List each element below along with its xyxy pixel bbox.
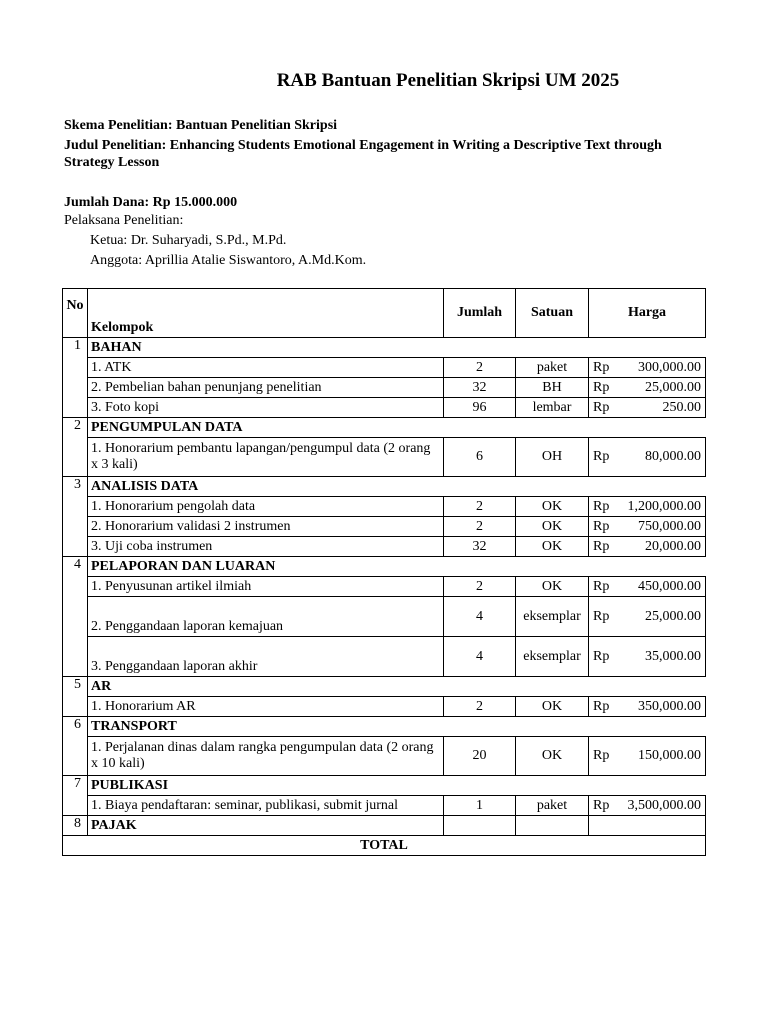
group-name: BAHAN: [88, 338, 444, 358]
group-number: 6: [63, 717, 88, 776]
item-harga: [589, 637, 706, 677]
item-harga: [589, 378, 706, 398]
group-empty-jumlah: [444, 557, 516, 577]
jumlah-dana: Jumlah Dana: Rp 15.000.000: [64, 195, 238, 210]
amount-value: 25,000.00: [645, 608, 701, 624]
item-jumlah: 6: [444, 438, 516, 477]
amount-value: 1,200,000.00: [627, 498, 701, 514]
currency-label: Rp: [593, 449, 610, 464]
group-empty-satuan: [516, 477, 589, 497]
amount-value: 300,000.00: [638, 359, 701, 375]
currency-label: Rp: [593, 498, 610, 514]
item-jumlah: 1: [444, 796, 516, 816]
item-satuan: lembar: [516, 398, 589, 418]
amount-value: 450,000.00: [638, 578, 701, 594]
total-row: [63, 836, 706, 856]
group-empty-harga: [589, 557, 706, 577]
currency-label: Rp: [593, 379, 610, 395]
group-number: 8: [63, 816, 88, 836]
table-row: [63, 737, 706, 776]
item-satuan: BH: [516, 378, 589, 398]
item-satuan: OK: [516, 737, 589, 776]
group-row: [63, 776, 706, 796]
header-harga: Harga: [589, 289, 706, 338]
group-empty-harga: [589, 477, 706, 497]
group-empty-jumlah: [444, 816, 516, 836]
group-empty-jumlah: [444, 677, 516, 697]
group-number: 1: [63, 338, 88, 418]
item-description: 1. ATK: [88, 358, 444, 378]
currency-label: Rp: [593, 578, 610, 594]
skema-penelitian: Skema Penelitian: Bantuan Penelitian Skripsi: [64, 118, 338, 133]
item-satuan: paket: [516, 796, 589, 816]
item-description: 1. Honorarium pengolah data: [88, 497, 444, 517]
group-row: [63, 477, 706, 497]
item-jumlah: 2: [444, 517, 516, 537]
item-satuan: OK: [516, 537, 589, 557]
amount-value: 250.00: [662, 399, 701, 415]
group-empty-satuan: [516, 677, 589, 697]
item-harga: [589, 597, 706, 637]
group-empty-jumlah: [444, 418, 516, 438]
item-description: 1. Biaya pendaftaran: seminar, publikasi, submit jurnal: [88, 796, 444, 816]
group-empty-jumlah: [444, 776, 516, 796]
group-number: 2: [63, 418, 88, 477]
item-description: 3. Penggandaan laporan akhir: [88, 637, 444, 677]
judul-penelitian-line2: Strategy Lesson: [64, 155, 160, 170]
anggota: Anggota: Aprillia Atalie Siswantoro, A.Md.Kom.: [90, 253, 367, 268]
group-empty-jumlah: [444, 477, 516, 497]
item-harga: [589, 697, 706, 717]
item-harga: [589, 398, 706, 418]
item-description: 1. Honorarium pembantu lapangan/pengumpul data (2 orang x 3 kali): [88, 438, 444, 477]
group-empty-harga: [589, 717, 706, 737]
table-row: [63, 378, 706, 398]
group-row: [63, 418, 706, 438]
item-jumlah: 2: [444, 497, 516, 517]
header-no: No: [63, 289, 88, 338]
item-description: 2. Penggandaan laporan kemajuan: [88, 597, 444, 637]
ketua: Ketua: Dr. Suharyadi, S.Pd., M.Pd.: [90, 233, 287, 248]
group-empty-harga: [589, 418, 706, 438]
currency-label: Rp: [593, 359, 610, 375]
item-jumlah: 96: [444, 398, 516, 418]
item-jumlah: 2: [444, 577, 516, 597]
item-jumlah: 2: [444, 697, 516, 717]
item-satuan: OH: [516, 438, 589, 477]
group-empty-jumlah: [444, 717, 516, 737]
group-empty-satuan: [516, 816, 589, 836]
table-row: [63, 577, 706, 597]
currency-label: Rp: [593, 748, 610, 763]
total-label: TOTAL: [63, 836, 706, 856]
item-harga: [589, 537, 706, 557]
group-row: [63, 816, 706, 836]
amount-value: 25,000.00: [645, 379, 701, 395]
item-jumlah: 20: [444, 737, 516, 776]
item-description: 3. Uji coba instrumen: [88, 537, 444, 557]
table-row: [63, 697, 706, 717]
item-jumlah: 32: [444, 537, 516, 557]
item-satuan: OK: [516, 497, 589, 517]
item-harga: [589, 438, 706, 477]
table-row: [63, 796, 706, 816]
group-row: [63, 717, 706, 737]
currency-label: Rp: [593, 797, 610, 813]
item-description: 1. Penyusunan artikel ilmiah: [88, 577, 444, 597]
item-description: 2. Honorarium validasi 2 instrumen: [88, 517, 444, 537]
group-empty-satuan: [516, 418, 589, 438]
currency-label: Rp: [593, 399, 610, 415]
item-harga: [589, 497, 706, 517]
group-empty-satuan: [516, 717, 589, 737]
group-row: [63, 677, 706, 697]
group-empty-satuan: [516, 338, 589, 358]
group-name: TRANSPORT: [88, 717, 444, 737]
group-number: 7: [63, 776, 88, 816]
item-jumlah: 4: [444, 637, 516, 677]
group-row: [63, 338, 706, 358]
table-header-row: [63, 289, 706, 338]
amount-value: 35,000.00: [645, 648, 701, 664]
group-number: 5: [63, 677, 88, 717]
judul-penelitian-line1: Judul Penelitian: Enhancing Students Emotional Engagement in Writing a Descriptive Text through: [64, 138, 662, 153]
group-name: AR: [88, 677, 444, 697]
group-empty-harga: [589, 677, 706, 697]
item-description: 1. Honorarium AR: [88, 697, 444, 717]
item-satuan: OK: [516, 697, 589, 717]
group-empty-satuan: [516, 557, 589, 577]
currency-label: Rp: [593, 648, 610, 664]
budget-table: [62, 288, 706, 856]
group-name: PELAPORAN DAN LUARAN: [88, 557, 444, 577]
item-jumlah: 2: [444, 358, 516, 378]
header-jumlah: Jumlah: [444, 289, 516, 338]
group-number: 3: [63, 477, 88, 557]
item-satuan: OK: [516, 577, 589, 597]
pelaksana-label: Pelaksana Penelitian:: [64, 213, 184, 228]
item-harga: [589, 358, 706, 378]
group-row: [63, 557, 706, 577]
currency-label: Rp: [593, 538, 610, 554]
table-row: [63, 517, 706, 537]
amount-value: 80,000.00: [645, 449, 701, 464]
group-name: PAJAK: [88, 816, 444, 836]
item-description: 1. Perjalanan dinas dalam rangka pengumpulan data (2 orang x 10 kali): [88, 737, 444, 776]
group-name: PENGUMPULAN DATA: [88, 418, 444, 438]
table-row: [63, 537, 706, 557]
amount-value: 750,000.00: [638, 518, 701, 534]
item-satuan: eksemplar: [516, 637, 589, 677]
amount-value: 150,000.00: [638, 748, 701, 763]
amount-value: 3,500,000.00: [627, 797, 701, 813]
currency-label: Rp: [593, 518, 610, 534]
item-jumlah: 32: [444, 378, 516, 398]
group-empty-harga: [589, 776, 706, 796]
group-name: PUBLIKASI: [88, 776, 444, 796]
item-harga: [589, 517, 706, 537]
currency-label: Rp: [593, 608, 610, 624]
group-empty-satuan: [516, 776, 589, 796]
header-satuan: Satuan: [516, 289, 589, 338]
item-description: 2. Pembelian bahan penunjang penelitian: [88, 378, 444, 398]
table-row: [63, 398, 706, 418]
amount-value: 350,000.00: [638, 698, 701, 714]
item-harga: [589, 577, 706, 597]
group-empty-jumlah: [444, 338, 516, 358]
item-satuan: eksemplar: [516, 597, 589, 637]
item-satuan: paket: [516, 358, 589, 378]
table-row: [63, 497, 706, 517]
document-title: RAB Bantuan Penelitian Skripsi UM 2025: [276, 70, 620, 91]
table-row: [63, 637, 706, 677]
currency-label: Rp: [593, 698, 610, 714]
group-number: 4: [63, 557, 88, 677]
group-empty-harga: [589, 338, 706, 358]
item-description: 3. Foto kopi: [88, 398, 444, 418]
item-jumlah: 4: [444, 597, 516, 637]
group-name: ANALISIS DATA: [88, 477, 444, 497]
group-empty-harga: [589, 816, 706, 836]
table-row: [63, 358, 706, 378]
table-row: [63, 438, 706, 477]
item-harga: [589, 737, 706, 776]
item-satuan: OK: [516, 517, 589, 537]
header-kelompok: Kelompok: [88, 289, 444, 338]
item-harga: [589, 796, 706, 816]
amount-value: 20,000.00: [645, 538, 701, 554]
table-row: [63, 597, 706, 637]
